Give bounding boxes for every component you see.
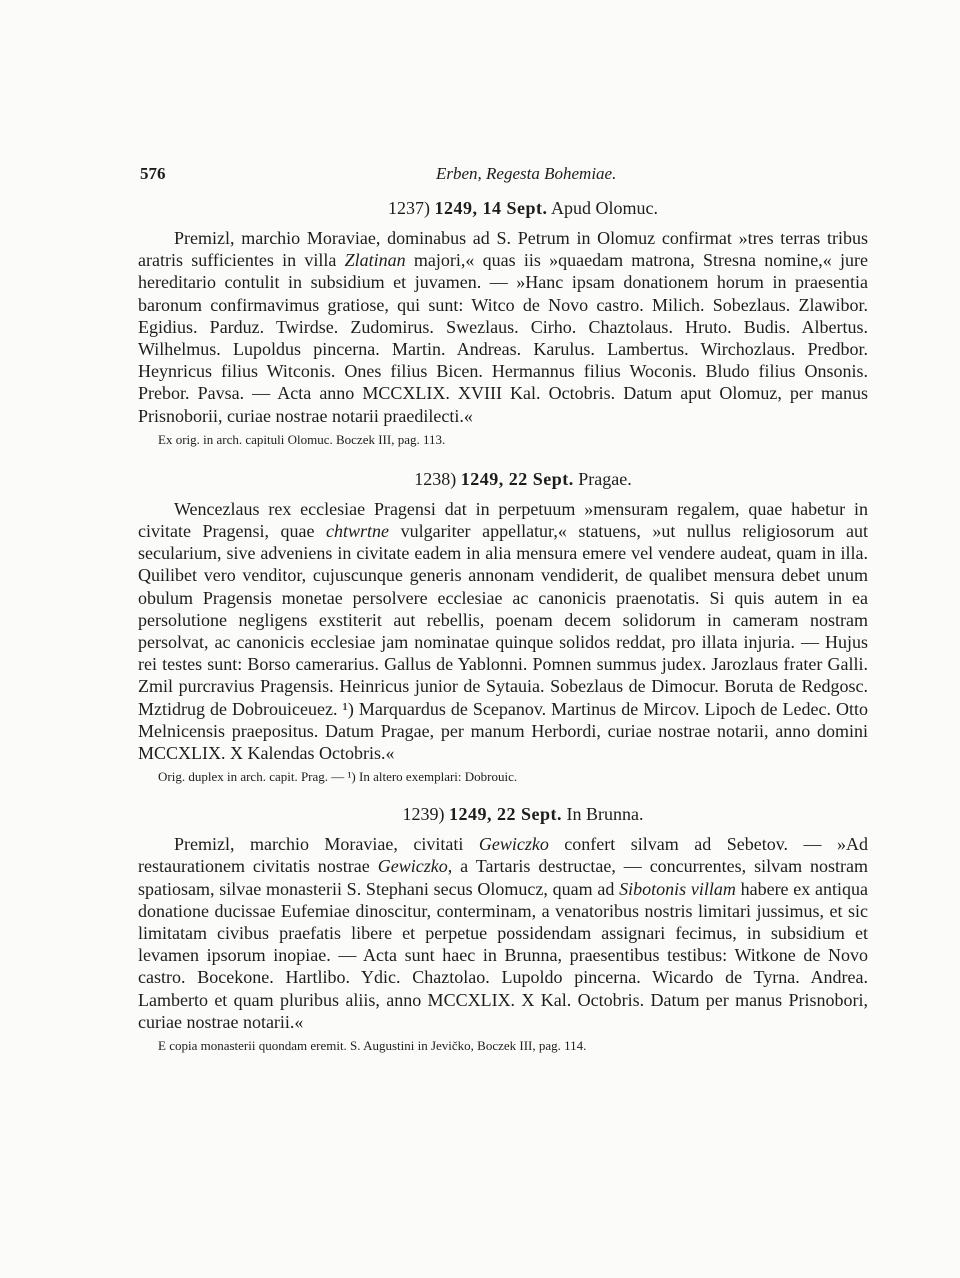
entry-source: Orig. duplex in arch. capit. Prag. — ¹) In altero exemplari: Dobrouic. <box>158 769 518 785</box>
entry-date: 1249, 14 Sept. <box>434 198 548 218</box>
body-text: Wencezlaus rex ecclesiae Pragensi dat in perpetuum »mensuram regalem, quae habetur in civitate Pragensi, quae <box>138 498 868 542</box>
entry-number: 1238) <box>414 468 457 489</box>
entry-source: E copia monasterii quondam eremit. S. Augustini in Jevičko, Boczek III, pag. 114. <box>158 1038 587 1054</box>
entry-body <box>138 833 868 1033</box>
entry-source: Ex orig. in arch. capituli Olomuc. Boczek III, pag. 113. <box>158 431 446 447</box>
body-italic: Gewiczko <box>478 834 549 855</box>
entry-1237 <box>138 198 868 449</box>
body-text: confert silvam ad Sebetov. — »Ad restaurationem civitatis nostrae <box>138 834 868 877</box>
page-number: 576 <box>140 164 166 183</box>
body-text: vulgariter appellatur,« statuens, »ut nullus religiosorum aut secularium, sive adveniens in civitate eadem in alia mensura emere vel vendere audeat, quam in illa. Quilibet vero venditor, cujuscunque generis annonam vendiderit, de qualibet mensura debet unum obulum Pragensis monetae persolvere ecclesiae ac canonicis praenotatis. Si quis autem in ea persolutione negligens exstiterit aut rebellis, poenam decem solidorum in cameram nostram persolvat, ac canonicis ecclesiae jam nominatae quinque solidos reddat, pro illata injuria. — Hujus rei testes sunt: Borso camerarius. Gallus de Yablonni. Pomnen summus judex. Jarozlaus frater Galli. Zmil purcravius Pragensis. Heinricus junior de Sytauia. Sobezlaus de Dimocur. Boruta de Redgosc. Mztidrug de Dobrouiceuez. ¹) Marquardus de Scepanov. Martinus de Mircov. Lipoch de Ledec. Otto Melnicensis praepositus. Datum Pragae, per manum Herbordi, curiae nostrae notarii, anno domini MCCXLIX. X Kalendas Octobris.« <box>138 521 868 764</box>
page <box>138 158 868 1061</box>
entry-body <box>138 227 868 427</box>
body-italic: Zlatinan <box>344 250 406 271</box>
entry-date: 1249, 22 Sept. <box>449 804 563 825</box>
body-text: majori,« quas iis »quaedam matrona, Stresna nomine,« jure hereditario contulit in subsidium et juvamen. — »Hanc ipsam donationem horum in praesentia baronum confirmavimus gratiose, qui sunt: Witco de Novo castro. Milich. Sobezlaus. Zlawibor. Egidius. Parduz. Twirdse. Zudomirus. Swezlaus. Cirho. Chaztolaus. Hruto. Budis. Albertus. Wilhelmus. Lupoldus pincerna. Martin. Andreas. Karulus. Lambertus. Wirchozlaus. Predbor. Heynricus filius Witconis. Ones filius Bicen. Hermannus filius Woconis. Bludo filius Onsonis. Prebor. Pavsa. — Acta anno MCCXLIX. XVIII Kal. Octobris. Datum aput Olomuz, per manus Prisnoborii, curiae nostrae notarii praedilecti.« <box>138 250 868 426</box>
running-head <box>138 158 868 188</box>
body-italic: Sibotonis villam <box>619 878 736 899</box>
entry-date: 1249, 22 Sept. <box>460 468 574 489</box>
entry-heading <box>138 469 868 490</box>
body-italic: chtwrtne <box>326 521 390 542</box>
entry-heading <box>138 804 868 825</box>
entry-1239 <box>138 804 868 1055</box>
entry-body <box>138 498 868 764</box>
entry-heading <box>138 198 868 219</box>
entry-number: 1237) <box>387 198 430 218</box>
body-text: habere ex antiqua donatione ducissae Eufemiae dinoscitur, conterminam, a venatoribus nostris limitari jussimus, et sic limitatam civibus praefatis libere et perpetue possidendam assignari fecimus, in subsidium et levamen ipsorum inopiae. — Acta sunt haec in Brunna, praesentibus testibus: Witkone de Novo castro. Bocekone. Hartlibo. Ydic. Chaztolao. Lupoldo pincerna. Wicardo de Tyrna. Andrea. Lamberto et quam pluribus aliis, anno MCCXLIX. X Kal. Octobris. Datum per manus Prisnobori, curiae nostrae notarii.« <box>138 878 869 1032</box>
body-text: , a Tartaris destructae, — concurrentes, silvam nostram spatiosam, silvae monasterii S. Stephani secus Olomucz, quam ad <box>138 856 868 899</box>
body-text: Premizl, marchio Moraviae, civitati <box>174 834 479 855</box>
entry-place: Apud Olomuc. <box>551 198 659 218</box>
entry-number: 1239) <box>402 804 445 825</box>
body-text: Premizl, marchio Moraviae, dominabus ad S. Petrum in Olomuz confirmat »tres terras tribus aratris sufficientes in villa <box>138 228 868 271</box>
body-italic: Gewiczko <box>377 856 448 877</box>
entry-place: In Brunna. <box>566 804 644 825</box>
running-title: Erben, Regesta Bohemiae. <box>436 164 617 183</box>
entry-place: Pragae. <box>578 468 632 489</box>
entry-1238 <box>138 469 868 786</box>
